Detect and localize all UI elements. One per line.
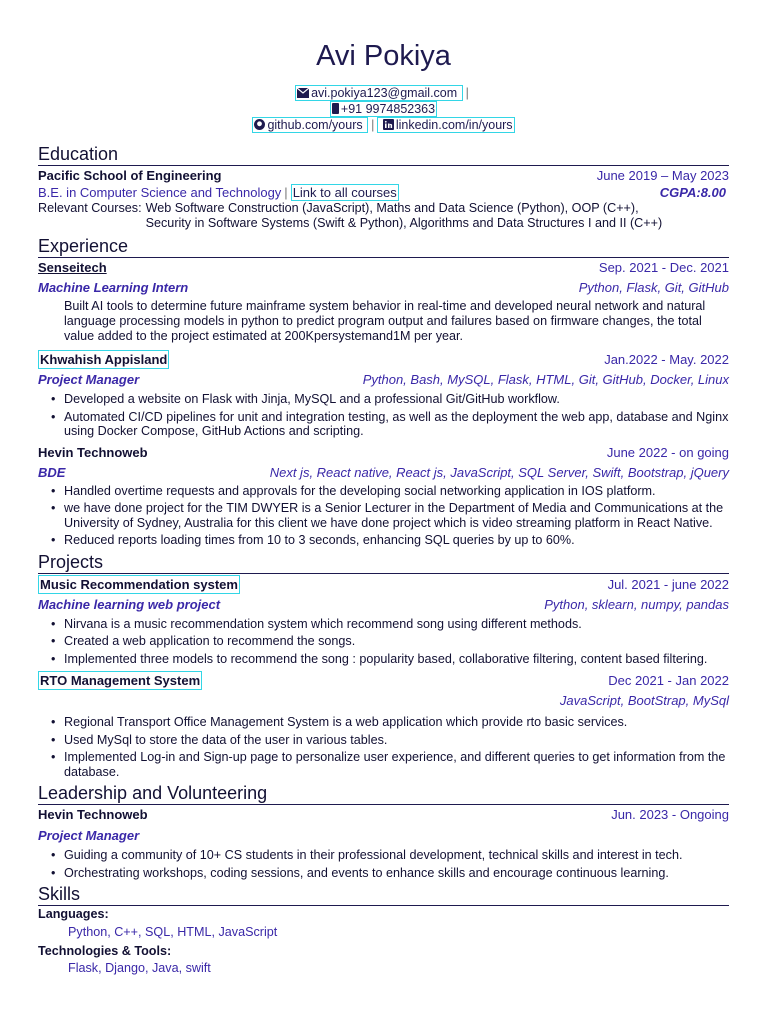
job-role: BDE <box>38 464 66 480</box>
project-name[interactable]: RTO Management System <box>40 673 201 688</box>
project-bullets <box>38 617 729 667</box>
courses-line: Security in Software Systems (Swift & Python), Algorithms and Data Structures I and II (C++) <box>145 216 663 230</box>
list-item: • Implemented three models to recommend the song : popularity based, collaborative filtering, content based filtering. <box>64 652 729 667</box>
job-tech: Python, Bash, MySQL, Flask, HTML, Git, GitHub, Docker, Linux <box>362 372 729 387</box>
tools-label: Technologies & Tools: <box>38 944 172 958</box>
list-item: • Created a web application to recommend the songs. <box>64 634 729 649</box>
company-name: Senseitech <box>38 260 107 275</box>
list-item: • Handled overtime requests and approvals for the developing social networking application in IOS platform. <box>64 484 729 499</box>
list-item: • Regional Transport Office Management System is a web application which provide rto basic services. <box>64 715 729 730</box>
job-dates: June 2022 - on going <box>606 444 729 460</box>
job-tech: Next js, React native, React js, JavaScript, SQL Server, Swift, Bootstrap, jQuery <box>269 464 729 480</box>
list-item: • Guiding a community of 10+ CS students in their professional development, technical skills and interest in tech. <box>64 848 729 863</box>
list-item: • Orchestrating workshops, coding sessions, and events to enhance skills and encourage continuous learning. <box>64 866 729 881</box>
project-tech: JavaScript, BootStrap, MySql <box>559 693 729 708</box>
list-item: • Reduced reports loading times from 10 to 3 seconds, enhancing SQL queries by up to 60%. <box>64 533 729 548</box>
leadership-bullets <box>38 848 729 880</box>
separator: | <box>371 118 375 132</box>
tools-value: Flask, Django, Java, swift <box>68 961 211 975</box>
courses-label: Relevant Courses: <box>38 201 142 215</box>
company-name: Hevin Technoweb <box>38 444 148 460</box>
list-item: • Implemented Log-in and Sign-up page to personalize user experience, and different queries to get information from the database. <box>64 750 729 779</box>
education-heading: Education <box>38 143 729 166</box>
job-tech: Python, Flask, Git, GitHub <box>578 280 729 295</box>
languages-label: Languages: <box>38 907 109 921</box>
education-dates: June 2019 – May 2023 <box>596 168 729 183</box>
linkedin-icon <box>383 119 394 130</box>
phone-icon <box>332 103 339 114</box>
linkedin-link[interactable]: linkedin.com/in/yours <box>377 117 514 133</box>
projects-heading: Projects <box>38 551 729 574</box>
leadership-dates: Jun. 2023 - Ongoing <box>611 807 729 822</box>
courses-link[interactable]: Link to all courses <box>292 185 397 200</box>
list-item: • Used MySql to store the data of the user in various tables. <box>64 733 729 748</box>
list-item: • Developed a website on Flask with Jinja, MySQL and a professional Git/GitHub workflow. <box>64 392 729 407</box>
relevant-courses <box>38 201 729 231</box>
envelope-icon <box>297 88 309 98</box>
cgpa: CGPA:8.00 <box>659 185 726 200</box>
school-name: Pacific School of Engineering <box>38 168 222 183</box>
project-dates: Jul. 2021 - june 2022 <box>607 576 729 592</box>
contact-info <box>38 85 729 133</box>
job-bullets <box>38 392 729 439</box>
project-dates: Dec 2021 - Jan 2022 <box>608 673 729 688</box>
candidate-name: Avi Pokiya <box>316 40 451 72</box>
courses-line: Web Software Construction (JavaScript), Maths and Data Science (Python), OOP (C++), <box>145 201 639 215</box>
degree: B.E. in Computer Science and Technology <box>38 185 282 200</box>
leadership-heading: Leadership and Volunteering <box>38 782 729 805</box>
job-role: Project Manager <box>38 372 140 387</box>
leadership-role: Project Manager <box>38 828 140 843</box>
project-tech: Python, sklearn, numpy, pandas <box>544 596 729 612</box>
company-name[interactable]: Khwahish Appisland <box>40 352 168 367</box>
list-item: • we have done project for the TIM DWYER is a Senior Lecturer in the Department of Media and Communications at the University of Sydney, Australia for this client we have done project which is video streaming platform in React Native. <box>64 501 729 530</box>
email-link[interactable]: avi.pokiya123@gmail.com <box>295 85 463 101</box>
separator: | <box>465 86 469 100</box>
resume-page <box>38 0 729 976</box>
skills-heading: Skills <box>38 883 729 906</box>
github-icon <box>254 119 265 130</box>
job-description: Built AI tools to determine future mainframe system behavior in real-time and developed neural network and natural language processing models in python to predict program output and failures based on firmware changes, the total value added to the project estimated at 200Kpersystemand1M per year. <box>64 299 706 343</box>
org-name: Hevin Technoweb <box>38 807 148 822</box>
job-dates: Jan.2022 - May. 2022 <box>604 352 729 367</box>
job-dates: Sep. 2021 - Dec. 2021 <box>598 260 729 275</box>
experience-heading: Experience <box>38 235 729 258</box>
project-subtitle: Machine learning web project <box>38 596 221 612</box>
job-bullets <box>38 484 729 548</box>
phone-link[interactable]: +91 9974852363 <box>330 101 437 117</box>
list-item: • Nirvana is a music recommendation system which recommend song using different methods. <box>64 617 729 632</box>
job-role: Machine Learning Intern <box>38 280 189 295</box>
languages-value: Python, C++, SQL, HTML, JavaScript <box>68 925 278 939</box>
github-link[interactable]: github.com/yours <box>252 117 368 133</box>
list-item: • Automated CI/CD pipelines for unit and integration testing, as well as the deployment the web app, database and Nginx using Docker Compose, GitHub Actions and scripting. <box>64 410 729 439</box>
separator: | <box>284 185 288 200</box>
project-bullets <box>38 715 729 779</box>
project-name[interactable]: Music Recommendation system <box>40 576 238 592</box>
